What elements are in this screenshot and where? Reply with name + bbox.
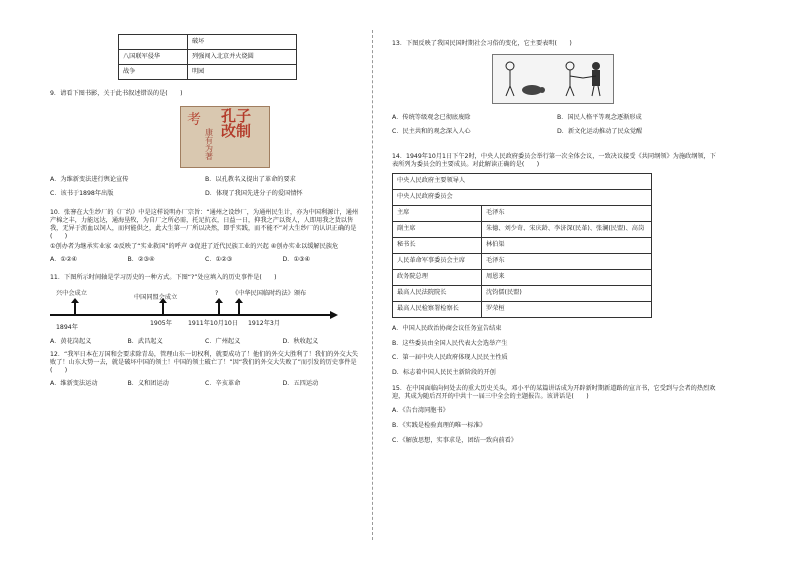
arrow-head-icon: [330, 311, 338, 319]
question-10: [50, 209, 360, 264]
timeline-event: 兴中会成立: [56, 289, 87, 297]
timeline-figure: [50, 286, 340, 338]
option-c[interactable]: C．《解放思想，实事求是，团结一致向前看》: [392, 436, 517, 444]
table-row: [393, 221, 652, 237]
table-row: [393, 269, 652, 285]
table-cell: 最高人民法院院长: [393, 285, 482, 301]
option-c[interactable]: C．广州起义: [205, 337, 241, 345]
timeline-event: 《中华民国临时约法》颁布: [232, 289, 307, 297]
timeline-year: 1905年: [150, 319, 172, 327]
table-cell: 主席: [393, 205, 482, 221]
option-b[interactable]: B．义和团运动: [127, 379, 169, 387]
options: [50, 256, 360, 264]
table-cell: 人民革命军事委员会主席: [393, 253, 482, 269]
column-divider: [372, 30, 373, 540]
table-cell: 周恩来: [482, 269, 652, 285]
option-d[interactable]: D．五四运动: [282, 379, 319, 387]
book-author: 康有为著: [205, 127, 213, 161]
option-c[interactable]: C．民主共和的观念深入人心: [392, 127, 471, 135]
right-column: [392, 40, 722, 445]
timeline-year: 1911年10月10日: [188, 319, 239, 327]
arrow-up-icon: [218, 302, 220, 314]
table-row: [393, 285, 652, 301]
table-row: [393, 205, 652, 221]
question-stem: 14．1949年10月1日下午2时，中央人民政府委员会举行第一次全体会议，一致决议接受《共同纲领》为施政纲领，下表所列为委员会的主要成员。对此解读正确的是( ): [392, 153, 716, 168]
q14-table: [392, 173, 652, 318]
question-9: [50, 90, 360, 203]
options: [392, 114, 722, 142]
option-d[interactable]: D．标志着中国人民民主新阶段的开创: [392, 369, 496, 376]
q8-table: [118, 34, 297, 80]
table-row: [393, 237, 652, 253]
option-c[interactable]: C．该书于1898年出版: [50, 189, 114, 197]
question-stem: 12．“我军日本在万国和会要求除青岛，管理山东一切权利，就要成功了！他们的外交大胜利了！我们的外交大失败了！山东大势一去，就是破坏中国的领土！中国的领土破亡了！”因“我们的外交大失败了”而引发的历史事件是( ): [50, 351, 359, 374]
arrow-up-icon: [74, 302, 76, 314]
option-c[interactable]: C．①②③: [205, 256, 233, 263]
arrow-up-icon: [162, 302, 164, 314]
table-cell: 中央人民政府委员会: [393, 189, 652, 205]
table-cell: 破坏: [188, 35, 297, 50]
timeline-event: ?: [215, 289, 219, 297]
option-b[interactable]: B．国民人格平等观念逐渐形成: [557, 113, 642, 121]
kowtow-panel-icon: [496, 58, 550, 98]
table-cell: 沈钧儒(民盟): [482, 285, 652, 301]
arrow-up-icon: [238, 302, 240, 314]
table-cell: 朱德、刘少奇、宋庆龄、李济深(民革)、张澜(民盟)、高岗: [482, 221, 652, 237]
option-d[interactable]: D．秋收起义: [282, 337, 319, 345]
option-b[interactable]: B．以孔教名义提出了革命的要求: [205, 175, 296, 183]
table-cell: 林伯渠: [482, 237, 652, 253]
timeline-axis: [50, 314, 332, 316]
option-c[interactable]: C．第一届中央人民政府体现人民民主性质: [392, 354, 508, 362]
options: [392, 325, 722, 377]
timeline-year: 1912年3月: [248, 319, 281, 327]
table-row: [119, 35, 297, 50]
table-cell: 列强闯入北京并火烧圆: [188, 50, 297, 65]
table-cell: 秘书长: [393, 237, 482, 253]
left-column: [50, 34, 360, 387]
table-cell: 副主席: [393, 221, 482, 237]
table-cell: 明园: [188, 65, 297, 80]
option-d[interactable]: D．体现了我国先进分子的爱国情怀: [205, 189, 303, 197]
options: [50, 338, 360, 346]
table-row: [393, 253, 652, 269]
option-b[interactable]: B．武昌起义: [127, 337, 163, 345]
option-a[interactable]: A．为维新变法进行舆论宣传: [50, 175, 129, 183]
table-cell: 八国联军侵华: [119, 50, 188, 65]
question-stem: 13．下图反映了我国民国时期社会习俗的变化，它主要表明( ): [392, 40, 572, 47]
table-cell: [119, 35, 188, 50]
book-cover-image: [180, 106, 270, 168]
question-stem: 11．下图所示时间轴是学习历史的一种方式。下图“?”处应填入的历史事件是( ): [50, 273, 277, 281]
option-d[interactable]: D．①③④: [282, 256, 311, 263]
question-items: ①创办者为继承实业家 ②反映了“实业救国”的呼声 ③促进了近代民族工业的兴起 ④创办实业以缓解民族危: [50, 243, 339, 251]
option-a[interactable]: A．黄花岗起义: [50, 337, 92, 345]
option-a[interactable]: A．维新变法运动: [50, 379, 98, 387]
handshake-panel-icon: [556, 58, 610, 98]
table-cell: 毛泽东: [482, 205, 652, 221]
option-c[interactable]: C．辛亥革命: [205, 379, 241, 387]
table-cell: 毛泽东: [482, 253, 652, 269]
options: [392, 407, 722, 444]
table-cell: 中央人民政府主要领导人: [393, 173, 652, 189]
option-b[interactable]: B．这些委员由全国人民代表大会选举产生: [392, 339, 508, 347]
table-cell: 战争: [119, 65, 188, 80]
table-cell: 罗荣桓: [482, 301, 652, 317]
table-row: [119, 65, 297, 80]
question-stem: 9．请看下图书影，关于此书叙述错误的是( ): [50, 90, 183, 97]
table-row: [393, 189, 652, 205]
options: [50, 380, 360, 388]
question-stem: 10．张謇在大生纱厂的《厂约》中是这样说明办厂宗旨：“通州之设纱厂，为通州民生计，亦为中国利源计，通州产棉之丰，力能远达，通海垦牧，为自厂之所必需，托足抗衣，日益一日，抑我之产以资人，人即用我之货以售我，无异于沥血以饲人，而何能供之，此大生第一厂所以决然，即乎实践，而不能不”对大生纱厂的认识正确的是( ): [50, 209, 359, 240]
timeline-event: 中国同盟会成立: [134, 293, 178, 301]
cartoon-image: [492, 54, 614, 104]
options: [50, 176, 360, 204]
option-a[interactable]: A．①②④: [50, 256, 78, 263]
question-14: [392, 153, 722, 377]
table-row: [119, 50, 297, 65]
option-a[interactable]: A．中国人民政治协商会议任务宣告结束: [392, 324, 502, 332]
option-a[interactable]: A．《告台湾同胞书》: [392, 407, 449, 415]
option-a[interactable]: A．传统等级观念已彻底废除: [392, 113, 471, 121]
table-cell: 最高人民检察署检察长: [393, 301, 482, 317]
timeline-year: 1894年: [56, 323, 78, 331]
question-13: [392, 40, 722, 141]
question-11: [50, 274, 360, 346]
option-b[interactable]: B．《实践是检验真理的唯一标准》: [392, 422, 486, 429]
table-row: [393, 301, 652, 317]
question-12: [50, 351, 360, 387]
option-b[interactable]: B．②③④: [127, 256, 155, 263]
table-cell: 政务院总理: [393, 269, 482, 285]
table-row: [393, 173, 652, 189]
option-d[interactable]: D．新文化运动推动了民众觉醒: [557, 127, 643, 135]
book-stamp: 考: [187, 111, 201, 128]
question-stem: 15．在中国面临向何处去的重大历史关头，邓小平的某篇讲话成为开辟新时期新道路的宣言书，它受到与会者的热烈欢迎，其成为随后召开的中共十一届三中全会的主题报告。该讲话是( ): [392, 384, 716, 400]
question-15: [392, 385, 722, 445]
book-title: 孔子改制: [221, 106, 252, 140]
